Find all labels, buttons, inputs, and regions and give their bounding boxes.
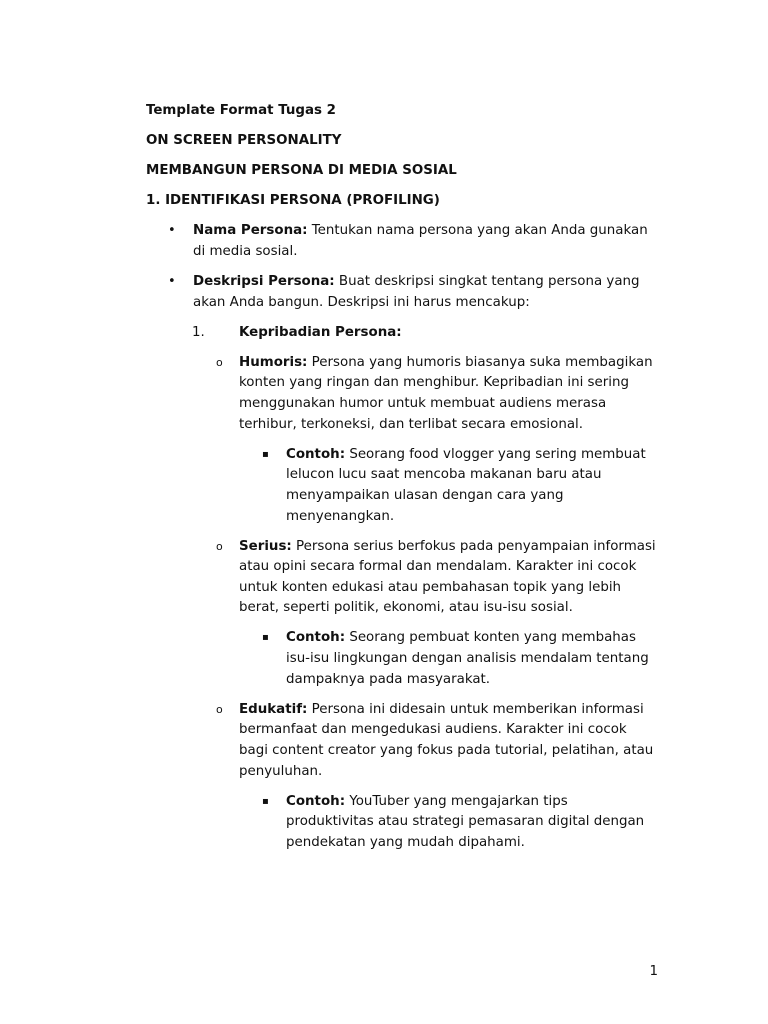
trait-label: Edukatif: bbox=[239, 701, 308, 717]
trait-text: Persona yang humoris biasanya suka membagikan konten yang ringan dan menghibur. Kepribadian ini sering menggunakan humor untuk membuat audiens merasa terhibur, terkoneksi, dan terlibat secara emosional. bbox=[239, 354, 653, 432]
square-marker: ▪ bbox=[262, 632, 269, 644]
circle-marker: o bbox=[216, 539, 223, 553]
example-label: Contoh: bbox=[286, 446, 346, 462]
course-title: ON SCREEN PERSONALITY bbox=[146, 133, 342, 149]
bullet-label: Nama Persona: bbox=[193, 223, 308, 239]
number-marker: 1. bbox=[192, 324, 205, 340]
bullet-text: Buat deskripsi singkat tentang persona yang akan Anda bangun. Deskripsi ini harus mencakup: bbox=[193, 274, 640, 310]
bullet-marker: • bbox=[168, 274, 176, 290]
circle-marker: o bbox=[216, 355, 223, 369]
bullet-marker: • bbox=[168, 223, 176, 239]
square-marker: ▪ bbox=[262, 448, 269, 460]
square-marker: ▪ bbox=[262, 795, 269, 807]
example-text: YouTuber yang mengajarkan tips produktivitas atau strategi pemasaran digital dengan pendekatan yang mudah dipahami. bbox=[286, 793, 645, 850]
bullet-label: Deskripsi Persona: bbox=[193, 274, 335, 290]
template-title: Template Format Tugas 2 bbox=[146, 103, 336, 118]
document-body bbox=[146, 101, 658, 863]
trait-text: Persona serius berfokus pada penyampaian informasi atau opini secara formal dan mendalam. Karakter ini cocok untuk konten edukasi atau pembahasan topik yang lebih berat, seperti politik, ekonomi, atau isu-isu sosial. bbox=[239, 538, 656, 616]
page-number: 1 bbox=[649, 964, 658, 979]
bullet-deskripsi-persona bbox=[146, 272, 658, 313]
section-heading-identifikasi: 1. IDENTIFIKASI PERSONA (PROFILING) bbox=[146, 193, 440, 209]
trait-edukatif bbox=[146, 700, 658, 782]
trait-label: Serius: bbox=[239, 538, 292, 554]
numbered-kepribadian-persona bbox=[146, 323, 658, 344]
example-edukatif bbox=[146, 792, 658, 854]
trait-label: Humoris: bbox=[239, 354, 308, 370]
trait-serius bbox=[146, 537, 658, 619]
example-humoris bbox=[146, 445, 658, 527]
example-text: Seorang pembuat konten yang membahas isu-isu lingkungan dengan analisis mendalam tentang dampaknya pada masyarakat. bbox=[286, 630, 649, 687]
trait-humoris bbox=[146, 353, 658, 435]
bullet-text: Tentukan nama persona yang akan Anda gunakan di media sosial. bbox=[193, 223, 648, 259]
example-label: Contoh: bbox=[286, 630, 346, 646]
bullet-nama-persona bbox=[146, 221, 658, 262]
topic-title: MEMBANGUN PERSONA DI MEDIA SOSIAL bbox=[146, 163, 457, 179]
circle-marker: o bbox=[216, 702, 223, 716]
example-label: Contoh: bbox=[286, 793, 346, 809]
example-text: Seorang food vlogger yang sering membuat lelucon lucu saat mencoba makanan baru atau menyampaikan ulasan dengan cara yang menyenangkan. bbox=[286, 446, 646, 524]
example-serius bbox=[146, 628, 658, 690]
trait-text: Persona ini didesain untuk memberikan informasi bermanfaat dan mengedukasi audiens. Karakter ini cocok bagi content creator yang fokus pada tutorial, pelatihan, atau penyuluhan. bbox=[239, 701, 654, 779]
numbered-label: Kepribadian Persona: bbox=[239, 324, 402, 340]
